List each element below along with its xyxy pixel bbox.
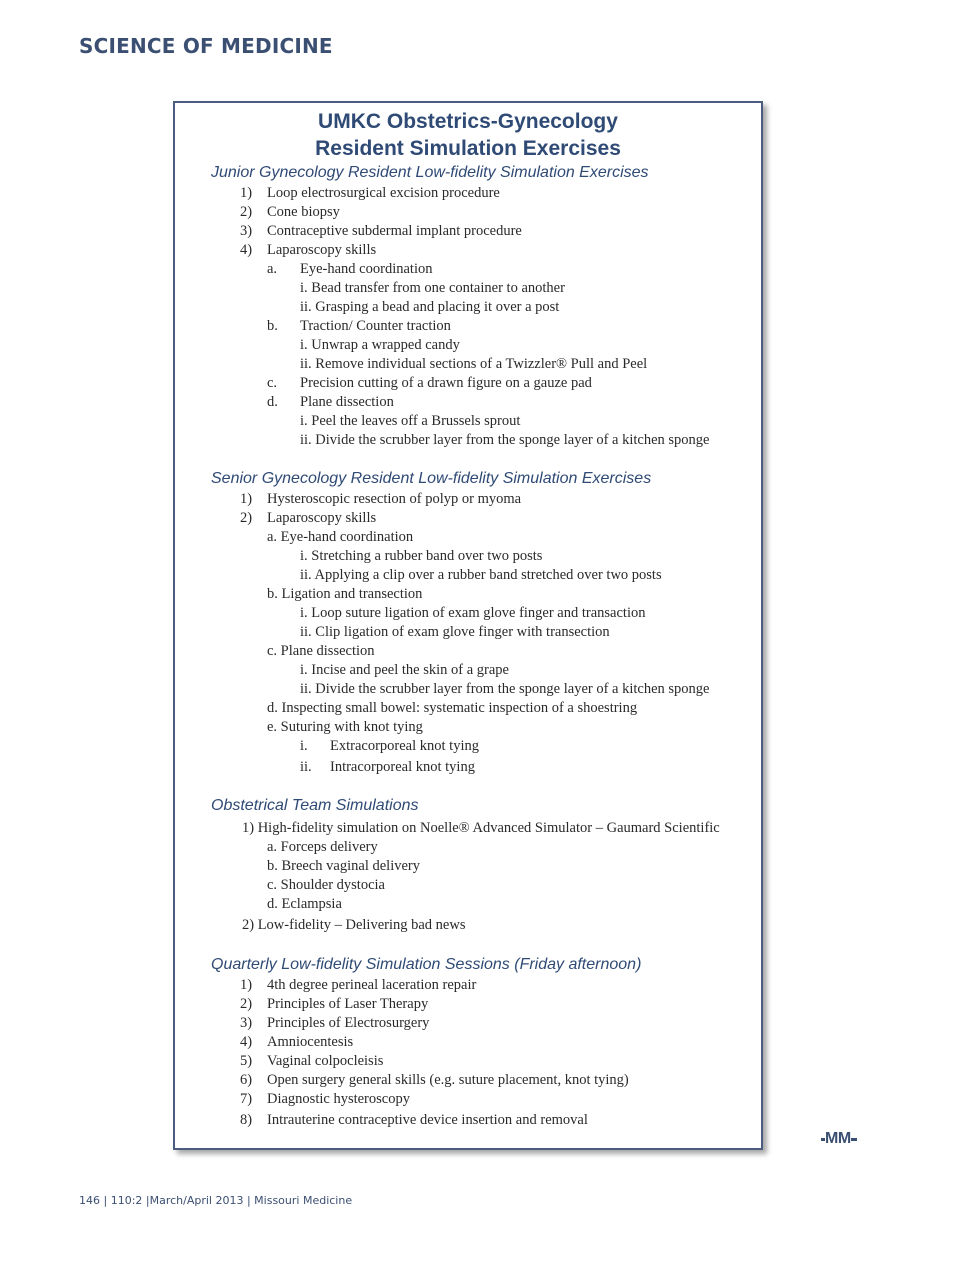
list-item: 4th degree perineal laceration repair bbox=[267, 977, 477, 993]
list-item-number: 8) bbox=[240, 1112, 253, 1128]
list-item-number: 5) bbox=[240, 1053, 253, 1069]
list-item: Laparoscopy skills bbox=[267, 510, 377, 526]
list-item: 1) High-fidelity simulation on Noelle® Advanced Simulator – Gaumard Scientific bbox=[242, 820, 720, 836]
list-item: Plane dissection bbox=[300, 394, 394, 410]
senior-heading: Senior Gynecology Resident Low-fidelity Simulation Exercises bbox=[211, 470, 652, 487]
list-item: Intracorporeal knot tying bbox=[330, 759, 475, 775]
list-item: b. Breech vaginal delivery bbox=[267, 858, 420, 874]
list-item-number: 7) bbox=[240, 1091, 253, 1107]
list-item-number: 1) bbox=[240, 977, 253, 993]
list-item: ii. Divide the scrubber layer from the sponge layer of a kitchen sponge bbox=[300, 681, 710, 697]
list-item-letter: b. bbox=[267, 318, 278, 334]
list-item: Contraceptive subdermal implant procedure bbox=[267, 223, 522, 239]
list-item: Amniocentesis bbox=[267, 1034, 354, 1050]
list-item: c. Plane dissection bbox=[267, 643, 375, 659]
exercise-box bbox=[173, 101, 763, 1150]
list-item: i. Unwrap a wrapped candy bbox=[300, 337, 460, 353]
list-item-number: 4) bbox=[240, 242, 253, 258]
list-item-number: 2) bbox=[240, 510, 253, 526]
list-item-number: i. bbox=[300, 738, 308, 754]
list-item: Principles of Laser Therapy bbox=[267, 996, 429, 1012]
quarterly-heading: Quarterly Low-fidelity Simulation Sessions (Friday afternoon) bbox=[211, 956, 642, 973]
list-item-number: 6) bbox=[240, 1072, 253, 1088]
list-item-number: ii. bbox=[300, 759, 312, 775]
list-item-letter: d. bbox=[267, 394, 278, 410]
list-item-number: 1) bbox=[240, 491, 253, 507]
list-item: d. Eclampsia bbox=[267, 896, 342, 912]
list-item-number: 2) bbox=[240, 204, 253, 220]
section-header: SCIENCE OF MEDICINE bbox=[79, 34, 333, 58]
list-item-number: 3) bbox=[240, 1015, 253, 1031]
list-item: i. Stretching a rubber band over two posts bbox=[300, 548, 543, 564]
list-item: Precision cutting of a drawn figure on a gauze pad bbox=[300, 375, 592, 391]
list-item: e. Suturing with knot tying bbox=[267, 719, 423, 735]
list-item: i. Incise and peel the skin of a grape bbox=[300, 662, 509, 678]
box-title-line2: Resident Simulation Exercises bbox=[315, 137, 621, 160]
list-item: i. Peel the leaves off a Brussels sprout bbox=[300, 413, 521, 429]
list-item: Open surgery general skills (e.g. suture placement, knot tying) bbox=[267, 1072, 629, 1088]
list-item: 2) Low-fidelity – Delivering bad news bbox=[242, 917, 466, 933]
list-item: Diagnostic hysteroscopy bbox=[267, 1091, 410, 1107]
list-item-number: 4) bbox=[240, 1034, 253, 1050]
list-item-number: 2) bbox=[240, 996, 253, 1012]
list-item-letter: a. bbox=[267, 261, 278, 277]
list-item-letter: c. bbox=[267, 375, 278, 391]
list-item: i. Loop suture ligation of exam glove finger and transaction bbox=[300, 605, 646, 621]
page-footer: 146 | 110:2 |March/April 2013 | Missouri Medicine bbox=[79, 1194, 353, 1207]
list-item: Cone biopsy bbox=[267, 204, 340, 220]
list-item: Hysteroscopic resection of polyp or myoma bbox=[267, 491, 522, 507]
list-item: i. Bead transfer from one container to another bbox=[300, 280, 565, 296]
list-item: Traction/ Counter traction bbox=[300, 318, 451, 334]
box-title-line1: UMKC Obstetrics-Gynecology bbox=[318, 110, 618, 133]
list-item: c. Shoulder dystocia bbox=[267, 877, 385, 893]
list-item: ii. Clip ligation of exam glove finger with transection bbox=[300, 624, 610, 640]
list-item: Eye-hand coordination bbox=[300, 261, 433, 277]
list-item: Intrauterine contraceptive device insertion and removal bbox=[267, 1112, 588, 1128]
list-item: Vaginal colpocleisis bbox=[267, 1053, 384, 1069]
missouri-medicine-logo: MM bbox=[825, 1130, 851, 1147]
list-item: Loop electrosurgical excision procedure bbox=[267, 185, 500, 201]
list-item: a. Eye-hand coordination bbox=[267, 529, 414, 545]
obstetrical-heading: Obstetrical Team Simulations bbox=[211, 797, 419, 814]
list-item: Laparoscopy skills bbox=[267, 242, 377, 258]
list-item: ii. Remove individual sections of a Twizzler® Pull and Peel bbox=[300, 356, 648, 372]
list-item: b. Ligation and transection bbox=[267, 586, 423, 602]
list-item-number: 3) bbox=[240, 223, 253, 239]
list-item: a. Forceps delivery bbox=[267, 839, 378, 855]
list-item: Principles of Electrosurgery bbox=[267, 1015, 430, 1031]
list-item: ii. Applying a clip over a rubber band stretched over two posts bbox=[300, 567, 662, 583]
list-item-number: 1) bbox=[240, 185, 253, 201]
list-item: Extracorporeal knot tying bbox=[330, 738, 479, 754]
list-item: d. Inspecting small bowel: systematic inspection of a shoestring bbox=[267, 700, 638, 716]
list-item: ii. Divide the scrubber layer from the sponge layer of a kitchen sponge bbox=[300, 432, 710, 448]
list-item: ii. Grasping a bead and placing it over a post bbox=[300, 299, 560, 315]
junior-heading: Junior Gynecology Resident Low-fidelity Simulation Exercises bbox=[211, 164, 649, 181]
